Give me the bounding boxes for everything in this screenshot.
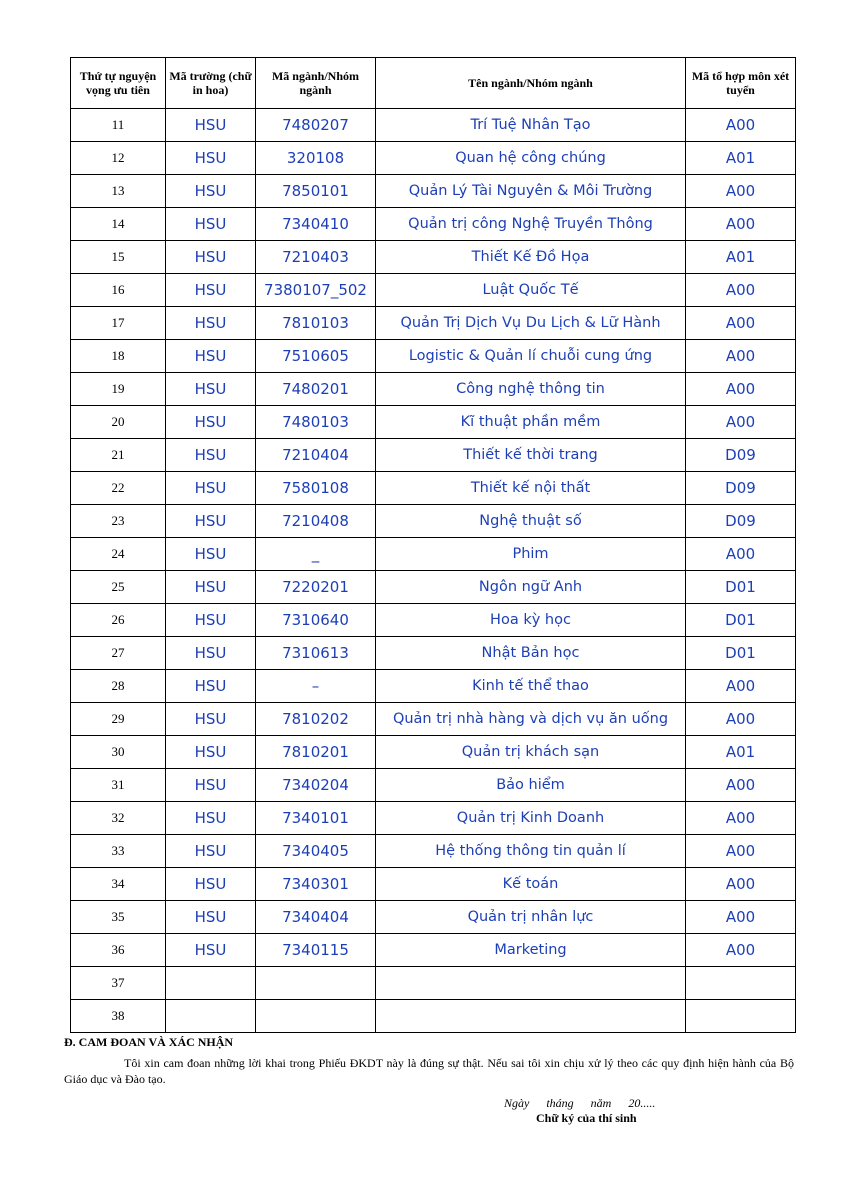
subject-combo-cell: A00 [686, 406, 796, 439]
subject-combo-cell: A00 [686, 175, 796, 208]
major-name-cell: Kĩ thuật phần mềm [376, 406, 686, 439]
major-code-cell: 7310640 [256, 604, 376, 637]
order-cell: 35 [71, 901, 166, 934]
school-code-cell: HSU [166, 340, 256, 373]
subject-combo-cell: A00 [686, 538, 796, 571]
subject-combo-cell: D01 [686, 637, 796, 670]
table-header-row [71, 58, 796, 109]
school-code-cell: HSU [166, 934, 256, 967]
school-code-cell: HSU [166, 802, 256, 835]
major-name-cell: Quản trị nhân lực [376, 901, 686, 934]
subject-combo-cell: A01 [686, 142, 796, 175]
order-cell: 32 [71, 802, 166, 835]
subject-combo-cell: A00 [686, 868, 796, 901]
table-row [71, 373, 796, 406]
table-row [71, 703, 796, 736]
order-cell: 36 [71, 934, 166, 967]
major-code-cell: 320108 [256, 142, 376, 175]
table-row [71, 208, 796, 241]
order-cell: 17 [71, 307, 166, 340]
school-code-cell: HSU [166, 505, 256, 538]
subject-combo-cell: A00 [686, 208, 796, 241]
order-cell: 20 [71, 406, 166, 439]
order-cell: 28 [71, 670, 166, 703]
major-name-cell: Marketing [376, 934, 686, 967]
school-code-cell [166, 967, 256, 1000]
order-cell: 26 [71, 604, 166, 637]
major-name-cell: Kế toán [376, 868, 686, 901]
school-code-cell: HSU [166, 538, 256, 571]
major-code-cell: 7210408 [256, 505, 376, 538]
table-row [71, 670, 796, 703]
school-code-cell: HSU [166, 439, 256, 472]
subject-combo-cell: A00 [686, 934, 796, 967]
major-name-cell: Nghệ thuật số [376, 505, 686, 538]
school-code-cell: HSU [166, 274, 256, 307]
major-code-cell: 7340404 [256, 901, 376, 934]
major-name-cell: Quan hệ công chúng [376, 142, 686, 175]
school-code-cell: HSU [166, 571, 256, 604]
school-code-cell: HSU [166, 637, 256, 670]
order-cell: 18 [71, 340, 166, 373]
table-row [71, 406, 796, 439]
subject-combo-cell: D09 [686, 439, 796, 472]
major-code-cell: 7480103 [256, 406, 376, 439]
table-row [71, 604, 796, 637]
table-row [71, 505, 796, 538]
order-cell: 25 [71, 571, 166, 604]
major-code-cell: 7810202 [256, 703, 376, 736]
school-code-cell: HSU [166, 769, 256, 802]
order-cell: 34 [71, 868, 166, 901]
major-name-cell: Nhật Bản học [376, 637, 686, 670]
major-name-cell: Luật Quốc Tế [376, 274, 686, 307]
school-code-cell: HSU [166, 175, 256, 208]
major-name-cell: Ngôn ngữ Anh [376, 571, 686, 604]
major-name-cell: Thiết Kế Đồ Họa [376, 241, 686, 274]
major-code-cell: 7480207 [256, 109, 376, 142]
table-row [71, 241, 796, 274]
header-school-code: Mã trường (chữ in hoa) [166, 58, 256, 109]
subject-combo-cell: D09 [686, 505, 796, 538]
school-code-cell: HSU [166, 604, 256, 637]
subject-combo-cell [686, 1000, 796, 1033]
major-name-cell: Kinh tế thể thao [376, 670, 686, 703]
major-code-cell: 7210403 [256, 241, 376, 274]
major-code-cell: _ [256, 538, 376, 571]
table-row [71, 736, 796, 769]
major-code-cell: 7380107_502 [256, 274, 376, 307]
major-name-cell: Quản Lý Tài Nguyên & Môi Trường [376, 175, 686, 208]
header-major-name: Tên ngành/Nhóm ngành [376, 58, 686, 109]
major-name-cell [376, 1000, 686, 1033]
subject-combo-cell: A00 [686, 802, 796, 835]
order-cell: 22 [71, 472, 166, 505]
order-cell: 13 [71, 175, 166, 208]
table-row [71, 637, 796, 670]
table-row [71, 340, 796, 373]
major-code-cell: 7340115 [256, 934, 376, 967]
order-cell: 15 [71, 241, 166, 274]
table-row [71, 175, 796, 208]
order-cell: 11 [71, 109, 166, 142]
subject-combo-cell [686, 967, 796, 1000]
order-cell: 24 [71, 538, 166, 571]
order-cell: 30 [71, 736, 166, 769]
order-cell: 29 [71, 703, 166, 736]
header-major-code: Mã ngành/Nhóm ngành [256, 58, 376, 109]
major-name-cell: Logistic & Quản lí chuỗi cung ứng [376, 340, 686, 373]
order-cell: 38 [71, 1000, 166, 1033]
order-cell: 23 [71, 505, 166, 538]
order-cell: 27 [71, 637, 166, 670]
school-code-cell: HSU [166, 307, 256, 340]
subject-combo-cell: A00 [686, 274, 796, 307]
subject-combo-cell: A00 [686, 769, 796, 802]
subject-combo-cell: D09 [686, 472, 796, 505]
table-row [71, 538, 796, 571]
school-code-cell: HSU [166, 835, 256, 868]
major-code-cell: 7580108 [256, 472, 376, 505]
major-name-cell [376, 967, 686, 1000]
major-name-cell: Phim [376, 538, 686, 571]
major-name-cell: Quản Trị Dịch Vụ Du Lịch & Lữ Hành [376, 307, 686, 340]
table-row [71, 571, 796, 604]
major-code-cell: 7340301 [256, 868, 376, 901]
school-code-cell: HSU [166, 406, 256, 439]
table-row [71, 307, 796, 340]
table-row [71, 109, 796, 142]
order-cell: 16 [71, 274, 166, 307]
order-cell: 19 [71, 373, 166, 406]
date-line: Ngày tháng năm 20..... [504, 1096, 656, 1110]
order-cell: 31 [71, 769, 166, 802]
school-code-cell: HSU [166, 901, 256, 934]
school-code-cell: HSU [166, 670, 256, 703]
order-cell: 12 [71, 142, 166, 175]
table-body [71, 109, 796, 1033]
header-subject-combo: Mã tổ hợp môn xét tuyển [686, 58, 796, 109]
subject-combo-cell: A00 [686, 835, 796, 868]
table-row [71, 769, 796, 802]
subject-combo-cell: A00 [686, 901, 796, 934]
table-row [71, 901, 796, 934]
major-name-cell: Quản trị Kinh Doanh [376, 802, 686, 835]
major-code-cell: 7210404 [256, 439, 376, 472]
major-code-cell: 7340204 [256, 769, 376, 802]
order-cell: 33 [71, 835, 166, 868]
section-title: Đ. CAM ĐOAN VÀ XÁC NHẬN [64, 1035, 234, 1049]
major-code-cell: 7850101 [256, 175, 376, 208]
table-row [71, 439, 796, 472]
major-name-cell: Quản trị nhà hàng và dịch vụ ăn uống [376, 703, 686, 736]
header-order: Thứ tự nguyện vọng ưu tiên [71, 58, 166, 109]
major-code-cell: 7340405 [256, 835, 376, 868]
table-row [71, 1000, 796, 1033]
major-name-cell: Thiết kế thời trang [376, 439, 686, 472]
subject-combo-cell: A00 [686, 109, 796, 142]
table-row [71, 142, 796, 175]
subject-combo-cell: A00 [686, 373, 796, 406]
registration-table [70, 57, 796, 1033]
table-row [71, 868, 796, 901]
school-code-cell: HSU [166, 472, 256, 505]
major-name-cell: Trí Tuệ Nhân Tạo [376, 109, 686, 142]
school-code-cell: HSU [166, 241, 256, 274]
table-row [71, 967, 796, 1000]
school-code-cell: HSU [166, 109, 256, 142]
major-name-cell: Quản trị khách sạn [376, 736, 686, 769]
major-code-cell: 7810201 [256, 736, 376, 769]
school-code-cell: HSU [166, 703, 256, 736]
major-code-cell: 7480201 [256, 373, 376, 406]
major-code-cell [256, 1000, 376, 1033]
school-code-cell: HSU [166, 208, 256, 241]
major-name-cell: Hệ thống thông tin quản lí [376, 835, 686, 868]
major-code-cell: 7340101 [256, 802, 376, 835]
major-code-cell: 7220201 [256, 571, 376, 604]
subject-combo-cell: A00 [686, 340, 796, 373]
subject-combo-cell: D01 [686, 571, 796, 604]
subject-combo-cell: A01 [686, 241, 796, 274]
major-name-cell: Thiết kế nội thất [376, 472, 686, 505]
order-cell: 21 [71, 439, 166, 472]
major-name-cell: Quản trị công Nghệ Truyền Thông [376, 208, 686, 241]
school-code-cell: HSU [166, 736, 256, 769]
subject-combo-cell: A00 [686, 703, 796, 736]
major-code-cell: 7310613 [256, 637, 376, 670]
school-code-cell: HSU [166, 868, 256, 901]
order-cell: 37 [71, 967, 166, 1000]
major-code-cell: – [256, 670, 376, 703]
school-code-cell: HSU [166, 142, 256, 175]
subject-combo-cell: A00 [686, 670, 796, 703]
table-row [71, 274, 796, 307]
table-row [71, 802, 796, 835]
major-code-cell [256, 967, 376, 1000]
statement-text: Tôi xin cam đoan những lời khai trong Phiếu ĐKDT này là đúng sự thật. Nếu sai tôi xin chịu xử lý theo các quy định hiện hành của Bộ Giáo dục và Đào tạo. [64, 1056, 794, 1086]
major-name-cell: Hoa kỳ học [376, 604, 686, 637]
school-code-cell: HSU [166, 373, 256, 406]
major-code-cell: 7810103 [256, 307, 376, 340]
school-code-cell [166, 1000, 256, 1033]
signature-label: Chữ ký của thí sinh [536, 1111, 637, 1125]
subject-combo-cell: A01 [686, 736, 796, 769]
major-name-cell: Công nghệ thông tin [376, 373, 686, 406]
table-row [71, 934, 796, 967]
major-code-cell: 7340410 [256, 208, 376, 241]
subject-combo-cell: A00 [686, 307, 796, 340]
table-row [71, 472, 796, 505]
major-name-cell: Bảo hiểm [376, 769, 686, 802]
table-row [71, 835, 796, 868]
major-code-cell: 7510605 [256, 340, 376, 373]
order-cell: 14 [71, 208, 166, 241]
subject-combo-cell: D01 [686, 604, 796, 637]
